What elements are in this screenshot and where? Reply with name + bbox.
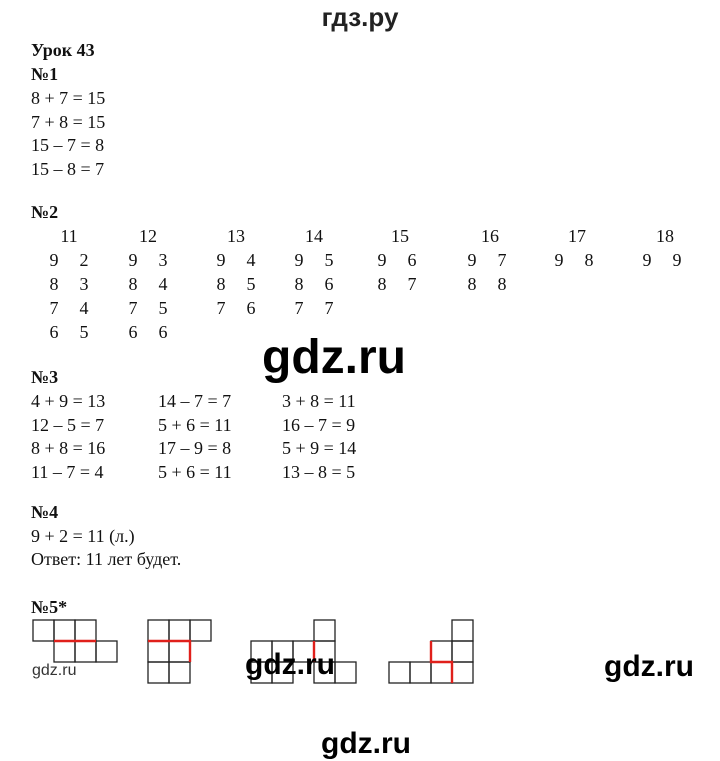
task1-line: 8 + 7 = 15 bbox=[31, 88, 106, 108]
task2-addend: 7 bbox=[49, 298, 59, 318]
task3-equation: 12 – 5 = 7 bbox=[31, 414, 105, 435]
task5-figure-4 bbox=[387, 618, 477, 684]
task2-addend: 5 bbox=[246, 274, 256, 294]
task2-addend: 8 bbox=[49, 274, 59, 294]
task5-title: №5* bbox=[31, 597, 68, 617]
task2-total: 18 bbox=[656, 226, 674, 246]
watermark-left: gdz.ru bbox=[32, 662, 77, 679]
task3-equation: 14 – 7 = 7 bbox=[158, 391, 232, 411]
task2-addend: 5 bbox=[79, 322, 89, 342]
task2-addend: 9 bbox=[294, 250, 304, 270]
task1-title: №1 bbox=[31, 64, 59, 84]
task2-addend: 7 bbox=[128, 298, 138, 318]
task2-addend: 5 bbox=[324, 250, 334, 270]
task2-addend: 8 bbox=[294, 274, 304, 294]
task2-addend: 8 bbox=[216, 274, 226, 294]
task2-addend: 8 bbox=[467, 274, 477, 294]
task2-addend: 7 bbox=[216, 298, 226, 318]
task3-column-1 bbox=[31, 390, 105, 484]
task2-addend: 9 bbox=[467, 250, 477, 270]
task1-line: 15 – 7 = 8 bbox=[31, 135, 105, 155]
task2-addend: 8 bbox=[128, 274, 138, 294]
lesson-title: Урок 43 bbox=[31, 40, 95, 60]
task2-total: 13 bbox=[227, 226, 245, 246]
task1-line: 7 + 8 = 15 bbox=[31, 111, 106, 132]
task3-column-3 bbox=[282, 390, 356, 484]
task3-equation: 17 – 9 = 8 bbox=[158, 438, 232, 458]
task2-addend: 7 bbox=[324, 298, 334, 318]
task2-total: 15 bbox=[391, 226, 409, 246]
task2-addend: 9 bbox=[128, 250, 138, 270]
task2-total: 12 bbox=[139, 226, 157, 246]
cut-line bbox=[431, 641, 452, 683]
task2-addend: 6 bbox=[49, 322, 59, 342]
task3-equation: 13 – 8 = 5 bbox=[282, 461, 356, 482]
task3-title: №3 bbox=[31, 367, 59, 387]
task1-line: 15 – 8 = 7 bbox=[31, 158, 105, 179]
task2-addend: 8 bbox=[377, 274, 387, 294]
task2-addend: 9 bbox=[49, 250, 59, 270]
task1-block bbox=[31, 87, 105, 181]
task2-addend: 8 bbox=[584, 250, 594, 270]
task2-title: №2 bbox=[31, 202, 59, 222]
task4-title: №4 bbox=[31, 502, 59, 522]
task3-equation: 3 + 8 = 11 bbox=[282, 391, 356, 411]
task2-total: 16 bbox=[481, 226, 499, 246]
task2-addend: 7 bbox=[407, 274, 417, 294]
watermark-center: gdz.ru bbox=[262, 331, 406, 384]
task3-column-2 bbox=[158, 390, 232, 484]
task2-addend: 6 bbox=[158, 322, 168, 342]
task3-equation: 4 + 9 = 13 bbox=[31, 391, 106, 411]
task2-addend: 3 bbox=[79, 274, 89, 294]
task2-addend: 6 bbox=[407, 250, 417, 270]
task3-equation: 5 + 9 = 14 bbox=[282, 438, 357, 458]
task4-answer: Ответ: 11 лет будет. bbox=[31, 549, 182, 569]
task3-equation: 16 – 7 = 9 bbox=[282, 414, 356, 435]
task2-addend: 4 bbox=[246, 250, 256, 270]
task2-addend: 8 bbox=[497, 274, 507, 294]
task2-addend: 6 bbox=[246, 298, 256, 318]
task5-figure-2 bbox=[146, 618, 216, 684]
task2-addend: 3 bbox=[158, 250, 168, 270]
watermark-mid: gdz.ru bbox=[245, 648, 335, 681]
task2-addend: 4 bbox=[158, 274, 168, 294]
task2-addend: 6 bbox=[324, 274, 334, 294]
task2-addend: 7 bbox=[294, 298, 304, 318]
task2-addend: 7 bbox=[497, 250, 507, 270]
task2-addend: 2 bbox=[79, 250, 89, 270]
task2-total: 11 bbox=[60, 226, 78, 246]
site-header[interactable]: гдз.ру bbox=[321, 2, 399, 32]
task2-total: 17 bbox=[568, 226, 586, 246]
task2-addend: 9 bbox=[554, 250, 564, 270]
task3-equation: 8 + 8 = 16 bbox=[31, 438, 106, 458]
task2-addend: 9 bbox=[672, 250, 682, 270]
task3-equation: 5 + 6 = 11 bbox=[158, 414, 232, 435]
task2-total: 14 bbox=[305, 226, 323, 246]
task2-addend: 4 bbox=[79, 298, 89, 318]
task3-equation: 11 – 7 = 4 bbox=[31, 461, 104, 482]
task4-equation: 9 + 2 = 11 (л.) bbox=[31, 526, 135, 546]
task3-equation: 5 + 6 = 11 bbox=[158, 461, 232, 482]
task2-addend: 9 bbox=[216, 250, 226, 270]
task5-figure-1 bbox=[30, 618, 120, 664]
task2-addend: 9 bbox=[642, 250, 652, 270]
task2-addend: 6 bbox=[128, 322, 138, 342]
watermark-bottom: gdz.ru bbox=[321, 727, 411, 760]
watermark-right: gdz.ru bbox=[604, 650, 694, 683]
task2-addend: 5 bbox=[158, 298, 168, 318]
task2-addend: 9 bbox=[377, 250, 387, 270]
